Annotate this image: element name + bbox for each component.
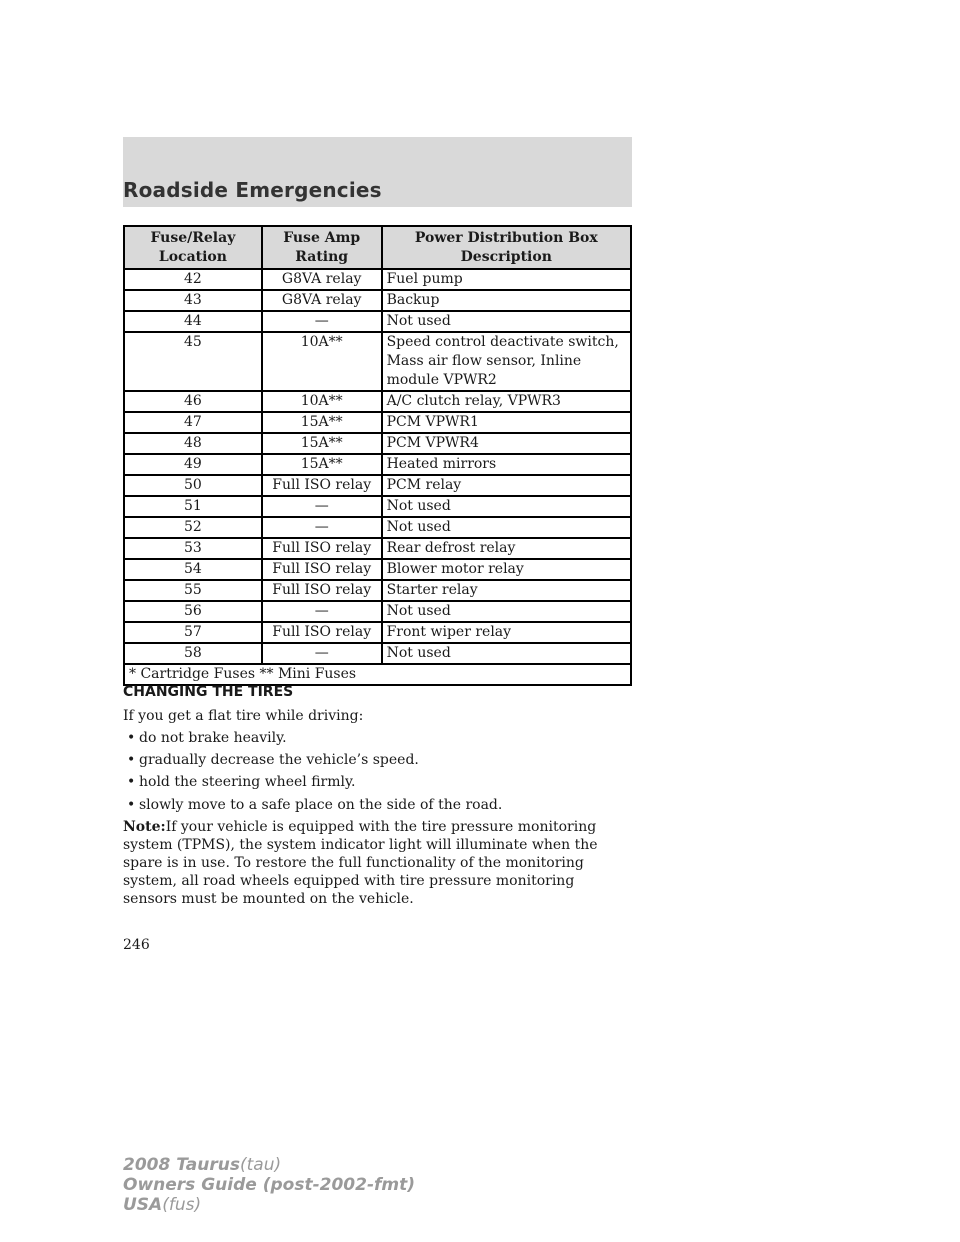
- cell-description: Speed control deactivate switch, Mass air flow sensor, Inline module VPWR2: [382, 332, 631, 391]
- bullet-text: do not brake heavily.: [139, 730, 287, 746]
- bullet-icon: •: [127, 774, 136, 790]
- cell-description: Front wiper relay: [382, 622, 631, 643]
- cell-location: 47: [124, 412, 262, 433]
- cell-location: 50: [124, 475, 262, 496]
- cell-description: A/C clutch relay, VPWR3: [382, 391, 631, 412]
- cell-amp-rating: 15A**: [262, 433, 382, 454]
- table-row: [124, 290, 631, 311]
- footer-market: USA: [123, 1195, 163, 1215]
- table-row: [124, 559, 631, 580]
- footer: [123, 1155, 415, 1215]
- table-row: [124, 391, 631, 412]
- bullet-text: gradually decrease the vehicle’s speed.: [139, 752, 419, 768]
- cell-amp-rating: Full ISO relay: [262, 475, 382, 496]
- cell-amp-rating: Full ISO relay: [262, 622, 382, 643]
- cell-amp-rating: G8VA relay: [262, 290, 382, 311]
- cell-description: Heated mirrors: [382, 454, 631, 475]
- table-row: [124, 433, 631, 454]
- cell-amp-rating: —: [262, 496, 382, 517]
- table-row: [124, 622, 631, 643]
- footer-guide: Owners Guide (post-2002-fmt): [123, 1175, 416, 1195]
- cell-description: Rear defrost relay: [382, 538, 631, 559]
- cell-description: Not used: [382, 517, 631, 538]
- table-row: [124, 412, 631, 433]
- bullet-icon: •: [127, 730, 136, 746]
- cell-amp-rating: —: [262, 517, 382, 538]
- list-item: [127, 751, 419, 769]
- cell-amp-rating: 15A**: [262, 412, 382, 433]
- cell-description: Starter relay: [382, 580, 631, 601]
- column-header-description: Power Distribution Box Description: [382, 226, 631, 269]
- cell-description: PCM VPWR1: [382, 412, 631, 433]
- cell-description: Not used: [382, 311, 631, 332]
- bullet-text: slowly move to a safe place on the side of the road.: [139, 797, 503, 813]
- cell-location: 55: [124, 580, 262, 601]
- cell-location: 46: [124, 391, 262, 412]
- cell-location: 56: [124, 601, 262, 622]
- table-row: [124, 311, 631, 332]
- list-item: [127, 773, 355, 791]
- cell-location: 44: [124, 311, 262, 332]
- table-row: [124, 496, 631, 517]
- table-header-row: [124, 226, 631, 269]
- note-paragraph: [123, 818, 623, 908]
- cell-description: Not used: [382, 496, 631, 517]
- table-row: [124, 454, 631, 475]
- table-footnote: * Cartridge Fuses ** Mini Fuses: [124, 664, 631, 685]
- cell-location: 57: [124, 622, 262, 643]
- fuse-table: [123, 225, 632, 686]
- cell-location: 48: [124, 433, 262, 454]
- bullet-icon: •: [127, 752, 136, 768]
- table-row: [124, 580, 631, 601]
- cell-amp-rating: 10A**: [262, 332, 382, 391]
- column-header-amp: Fuse Amp Rating: [262, 226, 382, 269]
- cell-description: Blower motor relay: [382, 559, 631, 580]
- table-row: [124, 517, 631, 538]
- list-item: [127, 729, 287, 747]
- cell-description: PCM VPWR4: [382, 433, 631, 454]
- cell-location: 54: [124, 559, 262, 580]
- column-header-location: Fuse/Relay Location: [124, 226, 262, 269]
- section-title: Roadside Emergencies: [123, 178, 382, 202]
- page-number: 246: [123, 937, 150, 953]
- cell-location: 58: [124, 643, 262, 664]
- cell-description: Fuel pump: [382, 269, 631, 290]
- cell-amp-rating: Full ISO relay: [262, 559, 382, 580]
- table-footnote-row: [124, 664, 631, 685]
- cell-location: 52: [124, 517, 262, 538]
- footer-model-code: (tau): [240, 1155, 282, 1175]
- table-row: [124, 538, 631, 559]
- cell-location: 42: [124, 269, 262, 290]
- note-text: If your vehicle is equipped with the tire pressure monitoring system (TPMS), the system indicator light will illuminate when the spare is in use. To restore the full functionality of the monitoring system, all road wheels equipped with tire pressure monitoring sensors must be mounted on the vehicle.: [123, 819, 598, 907]
- cell-amp-rating: —: [262, 643, 382, 664]
- cell-description: Not used: [382, 643, 631, 664]
- note-label: Note:: [123, 819, 166, 835]
- cell-amp-rating: G8VA relay: [262, 269, 382, 290]
- cell-description: Not used: [382, 601, 631, 622]
- footer-market-code: (fus): [162, 1195, 202, 1215]
- section-heading: CHANGING THE TIRES: [123, 684, 294, 700]
- cell-location: 51: [124, 496, 262, 517]
- cell-location: 43: [124, 290, 262, 311]
- table-row: [124, 643, 631, 664]
- bullet-text: hold the steering wheel firmly.: [139, 774, 356, 790]
- cell-location: 45: [124, 332, 262, 391]
- cell-amp-rating: 10A**: [262, 391, 382, 412]
- cell-location: 49: [124, 454, 262, 475]
- table-row: [124, 269, 631, 290]
- table-row: [124, 475, 631, 496]
- cell-location: 53: [124, 538, 262, 559]
- table-row: [124, 332, 631, 391]
- cell-amp-rating: Full ISO relay: [262, 538, 382, 559]
- cell-amp-rating: 15A**: [262, 454, 382, 475]
- cell-description: Backup: [382, 290, 631, 311]
- bullet-icon: •: [127, 797, 136, 813]
- intro-paragraph: If you get a flat tire while driving:: [123, 708, 364, 724]
- cell-amp-rating: —: [262, 601, 382, 622]
- cell-amp-rating: —: [262, 311, 382, 332]
- table-row: [124, 601, 631, 622]
- list-item: [127, 796, 502, 814]
- footer-model: 2008 Taurus: [123, 1155, 240, 1175]
- cell-description: PCM relay: [382, 475, 631, 496]
- cell-amp-rating: Full ISO relay: [262, 580, 382, 601]
